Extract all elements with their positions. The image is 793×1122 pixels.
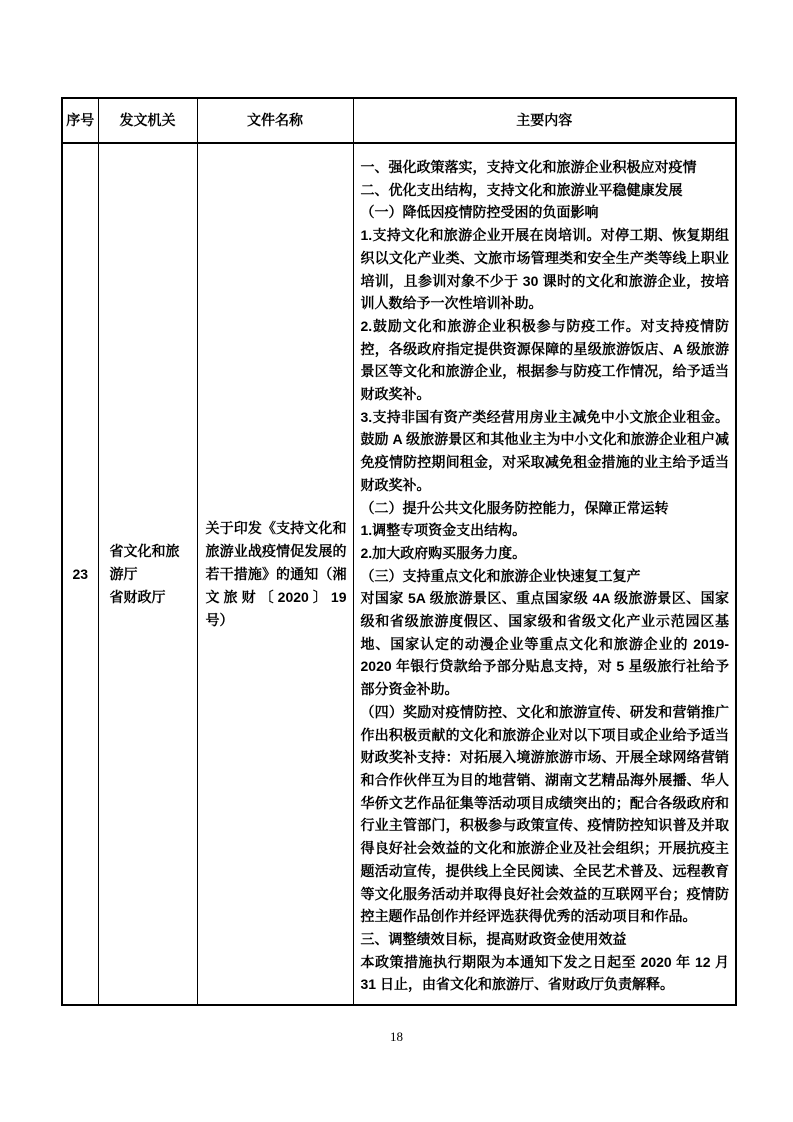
agency-name: 省文化和旅游厅 (109, 542, 180, 582)
policy-document-table (61, 97, 737, 1006)
content-paragraph: 1.调整专项资金支出结构。 (360, 522, 527, 539)
content-paragraph: 三、调整绩效目标，提高财政资金使用效益 (360, 930, 627, 947)
column-header-serial-number: 序号 (62, 98, 98, 143)
content-paragraph: （一）降低因疫情防控受困的负面影响 (360, 204, 599, 221)
content-paragraph: 对国家 5A 级旅游景区、重点国家级 4A 级旅游景区、国家级和省级旅游度假区、国家级和省级文化产业示范园区基地、国家认定的动漫企业等重点文化和旅游企业的 2019-2020 年银行贷款给予部分贴息支持，对 5 星级旅行社给予部分资金补助。 (360, 590, 729, 698)
content-paragraph: 2.鼓励文化和旅游企业积极参与防疫工作。对支持疫情防控，各级政府指定提供资源保障的星级旅游饭店、A 级旅游景区等文化和旅游企业，根据参与防疫工作情况，给予适当财政奖补。 (360, 317, 729, 403)
content-paragraph: （三）支持重点文化和旅游企业快速复工复产 (360, 567, 641, 584)
document-name-text: 关于印发《支持文化和旅游业战疫情促发展的若干措施》的通知（湘文旅财〔2020〕19 号） (205, 519, 347, 628)
table-row (62, 143, 736, 1005)
content-paragraph: （四）奖励对疫情防控、文化和旅游宣传、研发和营销推广作出积极贡献的文化和旅游企业对以下项目或企业给予适当财政奖补支持：对拓展入境游旅游市场、开展全球网络营销和合作伙伴互为目的地营销、湖南文艺精品海外展播、华人华侨文艺作品征集等活动项目成绩突出的；配合各级政府和行业主管部门，积极参与政策宣传、疫情防控知识普及并取得良好社会效益的文化和旅游企业及社会组织；开展抗疫主题活动宣传，提供线上全民阅读、全民艺术普及、远程教育等文化服务活动并取得良好社会效益的互联网平台；疫情防控主题作品创作并经评选获得优秀的活动项目和作品。 (360, 703, 729, 925)
content-paragraph: 3.支持非国有资产类经营用房业主减免中小文旅企业租金。鼓励 A 级旅游景区和其他业主为中小文化和旅游企业租户减免疫情防控期间租金，对采取减免租金措施的业主给予适当财政奖补。 (360, 408, 729, 493)
column-header-document-name: 文件名称 (197, 98, 353, 143)
column-header-main-content: 主要内容 (353, 98, 736, 143)
content-paragraph: 一、强化政策落实，支持文化和旅游企业积极应对疫情 (360, 159, 697, 175)
cell-document-name (197, 143, 353, 1005)
page-number: 18 (390, 1029, 403, 1044)
table-header-row (62, 98, 736, 143)
agency-name: 省财政厅 (109, 588, 166, 605)
content-paragraph: 二、优化支出结构，支持文化和旅游业平稳健康发展 (360, 181, 683, 198)
content-paragraph: 2.加大政府购买服务力度。 (360, 544, 527, 561)
cell-serial-number (62, 143, 98, 1005)
content-paragraph: （二）提升公共文化服务防控能力，保障正常运转 (360, 499, 669, 516)
serial-number-value: 23 (72, 566, 89, 582)
content-paragraph: 1.支持文化和旅游企业开展在岗培训。对停工期、恢复期组织以文化产业类、文旅市场管理类和安全生产类等线上职业培训，且参训对象不少于 30 课时的文化和旅游企业，按培训人数给予一次性培训补助。 (360, 227, 729, 312)
content-paragraph: 本政策措施执行期限为本通知下发之日起至 2020 年 12 月 31 日止，由省文化和旅游厅、省财政厅负责解释。 (360, 953, 729, 993)
cell-main-content (353, 143, 736, 1005)
column-header-issuing-agency: 发文机关 (98, 98, 197, 143)
cell-issuing-agency (98, 143, 197, 1005)
